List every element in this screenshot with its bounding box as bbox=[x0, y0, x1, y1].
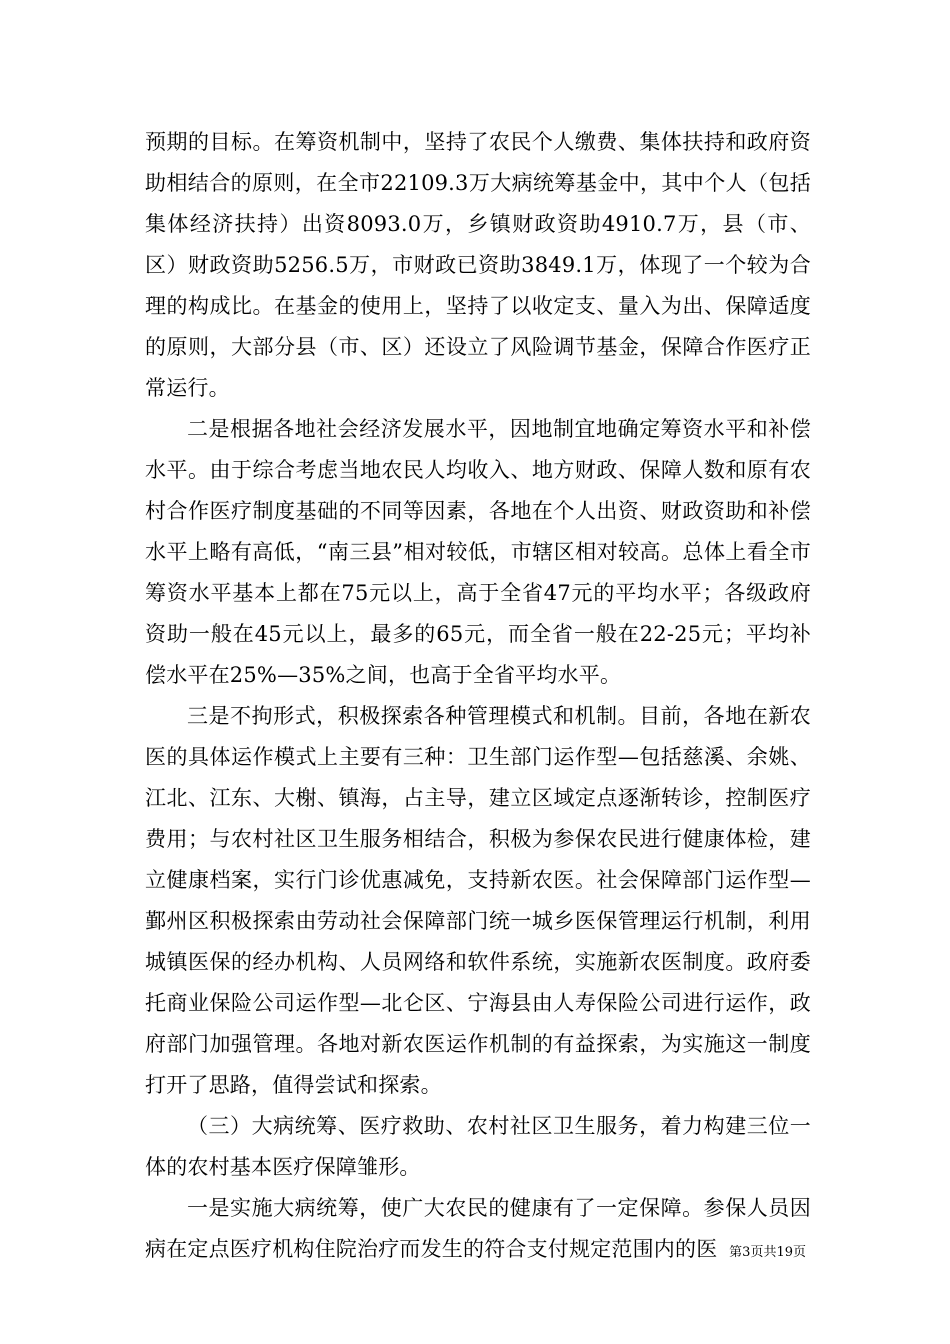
section-heading-three-in-one: （三）大病统筹、医疗救助、农村社区卫生服务，着力构建三位一体的农村基本医疗保障雏形。 bbox=[145, 1114, 811, 1179]
paragraph-management-models: 三是不拘形式，积极探索各种管理模式和机制。目前，各地在新农医的具体运作模式上主要有三种：卫生部门运作型—包括慈溪、余姚、江北、江东、大榭、镇海，占主导，建立区域定点逐渐转诊，控制医疗费用；与农村社区卫生服务相结合，积极为参保农民进行健康体检，建立健康档案，实行门诊优惠减免，支持新农医。社会保障部门运作型—鄞州区积极探索由劳动社会保障部门统一城乡医保管理运行机制，利用城镇医保的经办机构、人员网络和软件系统，实施新农医制度。政府委托商业保险公司运作型—北仑区、宁海县由人寿保险公司进行运作，政府部门加强管理。各地对新农医运作机制的有益探索，为实施这一制度打开了思路，值得尝试和探索。 bbox=[145, 704, 811, 1097]
page-number-footer: 第3页共19页 bbox=[729, 1245, 806, 1260]
paragraph-funding-levels: 二是根据各地社会经济发展水平，因地制宜地确定筹资水平和补偿水平。由于综合考虑当地农民人均收入、地方财政、保障人数和原有农村合作医疗制度基础的不同等因素，各地在个人出资、财政资助和补偿水平上略有高低，“南三县”相对较低，市辖区相对较高。总体上看全市筹资水平基本上都在75元以上，高于全省47元的平均水平；各级政府资助一般在45元以上，最多的65元，而全省一般在22-25元；平均补偿水平在25%—35%之间，也高于全省平均水平。 bbox=[145, 417, 811, 687]
paragraph-serious-illness-pooling: 一是实施大病统筹，使广大农民的健康有了一定保障。参保人员因病在定点医疗机构住院治疗而发生的符合支付规定范围内的医 bbox=[145, 1196, 811, 1261]
paragraph-funding-mechanism: 预期的目标。在筹资机制中，坚持了农民个人缴费、集体扶持和政府资助相结合的原则，在全市22109.3万大病统筹基金中，其中个人（包括集体经济扶持）出资8093.0万，乡镇财政资助4910.7万，县（市、区）财政资助5256.5万，市财政已资助3849.1万，体现了一个较为合理的构成比。在基金的使用上，坚持了以收定支、量入为出、保障适度的原则，大部分县（市、区）还设立了风险调节基金，保障合作医疗正常运行。 bbox=[145, 130, 811, 400]
body-text bbox=[145, 122, 811, 1270]
